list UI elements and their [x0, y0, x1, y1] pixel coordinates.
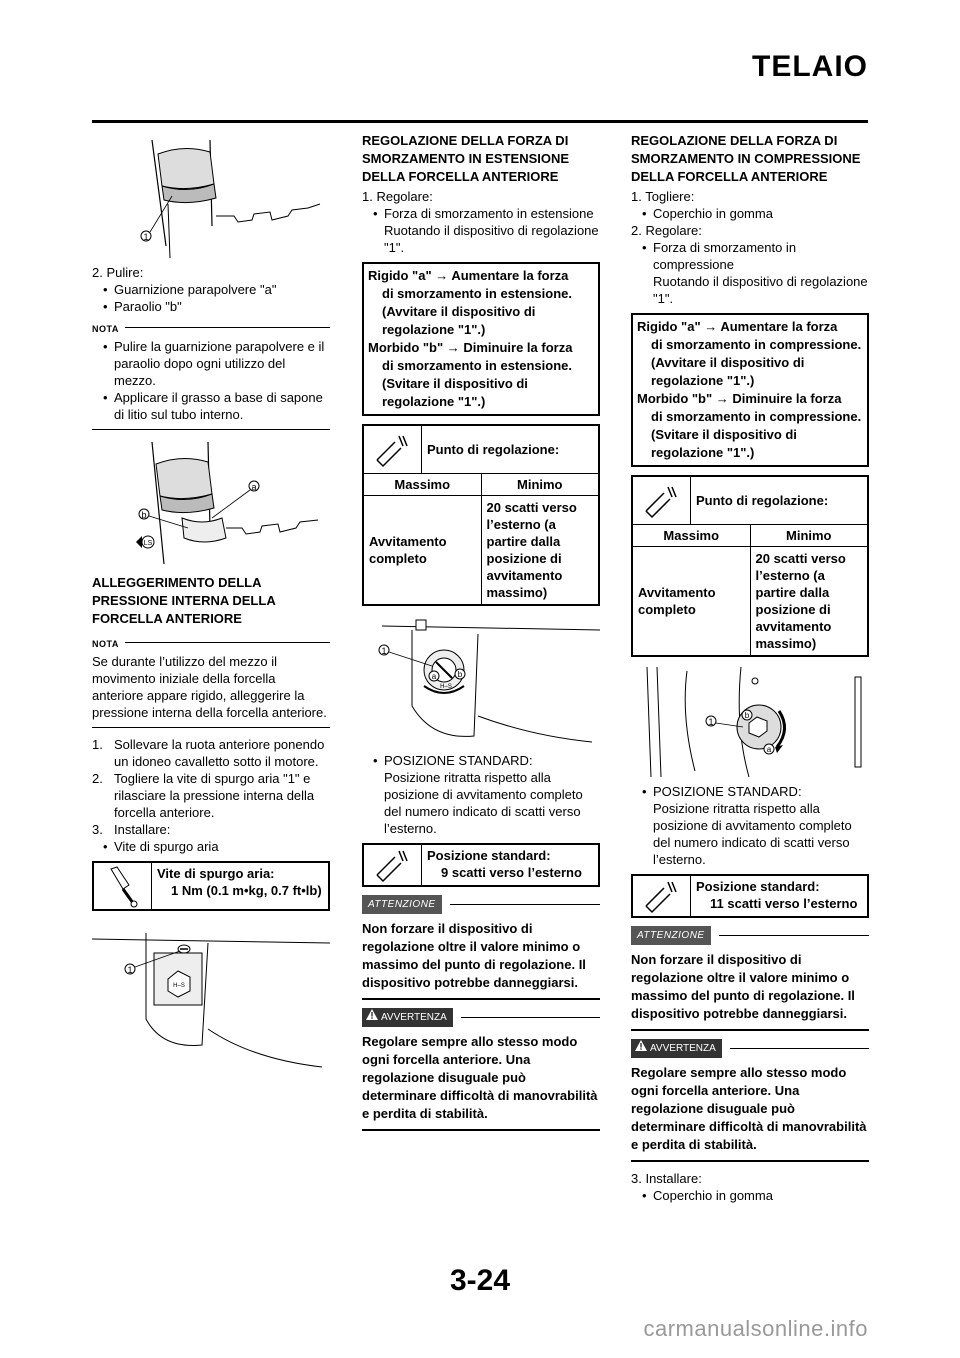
warning-triangle-icon [366, 1009, 378, 1026]
warning-header [362, 1008, 600, 1027]
list-item: • Applicare il grasso a base di sapone di litio sul tubo interno. [92, 389, 330, 423]
compression-adjuster-figure [631, 667, 869, 777]
list-item: • Coperchio in gomma [631, 205, 869, 222]
list-item: • Paraolio "b" [92, 298, 330, 315]
list-subtext: Ruotando il dispositivo di regolazione "1". [384, 223, 599, 255]
list-item: • Guarnizione parapolvere "a" [92, 281, 330, 298]
adjust-tool-icon [633, 477, 691, 524]
caution-header [362, 895, 600, 914]
table-title: Punto di regolazione: [696, 493, 829, 508]
caution-label: ATTENZIONE [362, 895, 442, 914]
standard-position-box [362, 843, 600, 887]
column-2 [362, 132, 600, 1139]
column-1 [92, 132, 330, 1075]
column-3 [631, 132, 869, 1204]
caution-header [631, 926, 869, 945]
grease-ls-label: LS [143, 540, 153, 547]
step-item: 1. Sollevare la ruota anteriore ponendo un idoneo cavalletto sotto il motore. [92, 737, 325, 769]
table-title: Punto di regolazione: [427, 442, 560, 457]
caution-label: ATTENZIONE [631, 926, 711, 945]
callout-b: b [141, 510, 147, 520]
list-item: • Forza di smorzamento in compressione [631, 239, 869, 273]
list-item: • POSIZIONE STANDARD: [631, 783, 869, 800]
adjustment-table [631, 475, 869, 657]
hs-label: H–S [440, 684, 452, 690]
adjust-tool-icon [633, 876, 691, 916]
callout-a: a [431, 672, 437, 681]
note-header [92, 630, 330, 653]
torque-wrench-icon [94, 863, 152, 909]
warning-triangle-icon [635, 1040, 647, 1057]
list-subtext: Posizione ritratta rispetto alla posizione di avvitamento completo del numero indicato di scatti verso l’esterno. [384, 770, 583, 836]
note-header [92, 315, 330, 338]
list-item: • Vite di spurgo aria [92, 838, 330, 855]
step-2: 2. Regolare: [631, 223, 702, 238]
page-title: TELAIO [752, 50, 868, 83]
spec-value: 11 scatti verso l’esterno [710, 896, 858, 911]
step-3: 3. Installare: [631, 1171, 702, 1186]
note-label: NOTA [92, 324, 119, 334]
min-value: 20 scatti verso l’esterno (a partire dalla posizione di avvitamento massimo) [486, 500, 577, 600]
step-1: 1. Togliere: [631, 189, 695, 204]
callout-1: 1 [143, 232, 149, 242]
fork-seal-figure [92, 136, 330, 258]
column-header-max: Massimo [364, 474, 482, 495]
spec-title: Posizione standard: [427, 848, 551, 863]
fork-seal-grease-figure [92, 438, 330, 568]
step-item: 3. Installare: [92, 822, 171, 837]
section-heading: REGOLAZIONE DELLA FORZA DI SMORZAMENTO IN COMPRESSIONE DELLA FORCELLA ANTERIORE [631, 133, 861, 184]
callout-1: 1 [381, 646, 387, 656]
spec-value: 1 Nm (0.1 m•kg, 0.7 ft•lb) [171, 883, 322, 898]
watermark: carmanualsonline.info [643, 1316, 868, 1341]
warning-label: AVVERTENZA [381, 1012, 447, 1023]
min-value: 20 scatti verso l’esterno (a partire dalla posizione di avvitamento massimo) [755, 551, 846, 651]
max-value: Avvitamento completo [364, 496, 482, 604]
warning-label: AVVERTENZA [650, 1043, 716, 1054]
list-item: • POSIZIONE STANDARD: [362, 752, 600, 769]
callout-1: 1 [127, 965, 133, 975]
torque-spec-box [92, 861, 330, 911]
callout-a: a [251, 482, 257, 492]
warning-text: Regolare sempre allo stesso modo ogni forcella anteriore. Una regolazione disuguale può determinare difficoltà di manovrabilità e perdita di stabilità. [631, 1065, 867, 1152]
hs-label: H–S [173, 983, 185, 989]
page-number: 3-24 [449, 1264, 511, 1297]
caution-text: Non forzare il dispositivo di regolazione oltre il valore minimo o massimo del punto di regolazione. Il dispositivo potrebbe danneggiarsi. [362, 921, 586, 990]
spec-value: 9 scatti verso l’esterno [441, 865, 582, 880]
step-1: 1. Regolare: [362, 189, 433, 204]
spec-title: Vite di spurgo aria: [157, 866, 275, 881]
adjustment-table [362, 424, 600, 606]
step-item: 2. Togliere la vite di spurgo aria "1" e rilasciare la pressione interna della forcella anteriore. [92, 771, 315, 820]
callout-1: 1 [708, 717, 714, 727]
adjust-tool-icon [364, 426, 422, 473]
list-item: • Coperchio in gomma [631, 1187, 869, 1204]
list-item: • Pulire la guarnizione parapolvere e il paraolio dopo ogni utilizzo del mezzo. [92, 338, 330, 389]
note-text: Se durante l’utilizzo del mezzo il movimento iniziale della forcella anteriore appare rigido, alleggerire la pressione interna della forcella anteriore. [92, 654, 327, 720]
stiffness-rule-box: Rigido "a" → Aumentare la forza di smorzamento in estensione. (Avvitare il dispositivo di regolazione "1".) Morbido "b" → Diminuire la forza di smorzamento in estensione. (Svitare il dispositivo di regolazione "1".) [362, 262, 600, 416]
section-heading: ALLEGGERIMENTO DELLA PRESSIONE INTERNA DELLA FORCELLA ANTERIORE [92, 575, 276, 626]
callout-b: b [744, 711, 750, 720]
step-2: 2. Pulire: [92, 265, 144, 280]
column-header-min: Minimo [517, 477, 563, 492]
column-header-max: Massimo [633, 525, 751, 546]
air-bleed-screw-figure [92, 919, 330, 1069]
caution-text: Non forzare il dispositivo di regolazione oltre il valore minimo o massimo del punto di regolazione. Il dispositivo potrebbe danneggiarsi. [631, 952, 855, 1021]
list-subtext: Ruotando il dispositivo di regolazione "1". [653, 274, 868, 306]
header-rule [92, 120, 868, 123]
callout-b: b [457, 670, 463, 679]
list-subtext: Posizione ritratta rispetto alla posizione di avvitamento completo del numero indicato di scatti verso l’esterno. [653, 801, 852, 867]
stiffness-rule-box: Rigido "a" → Aumentare la forza di smorzamento in compressione. (Avvitare il dispositivo di regolazione "1".) Morbido "b" → Diminuire la forza di smorzamento in compressione. (Svitare il dispositivo di regolazione "1".) [631, 313, 869, 467]
list-item: • Forza di smorzamento in estensione [362, 205, 600, 222]
adjust-tool-icon [364, 845, 422, 885]
warning-text: Regolare sempre allo stesso modo ogni forcella anteriore. Una regolazione disuguale può determinare difficoltà di manovrabilità e perdita di stabilità. [362, 1034, 598, 1121]
section-heading: REGOLAZIONE DELLA FORZA DI SMORZAMENTO IN ESTENSIONE DELLA FORCELLA ANTERIORE [362, 133, 570, 184]
warning-header [631, 1039, 869, 1058]
callout-a: a [766, 745, 772, 754]
column-header-min: Minimo [786, 528, 832, 543]
rebound-adjuster-figure [362, 616, 600, 746]
standard-position-box [631, 874, 869, 918]
note-label: NOTA [92, 639, 119, 649]
max-value: Avvitamento completo [633, 547, 751, 655]
spec-title: Posizione standard: [696, 879, 820, 894]
